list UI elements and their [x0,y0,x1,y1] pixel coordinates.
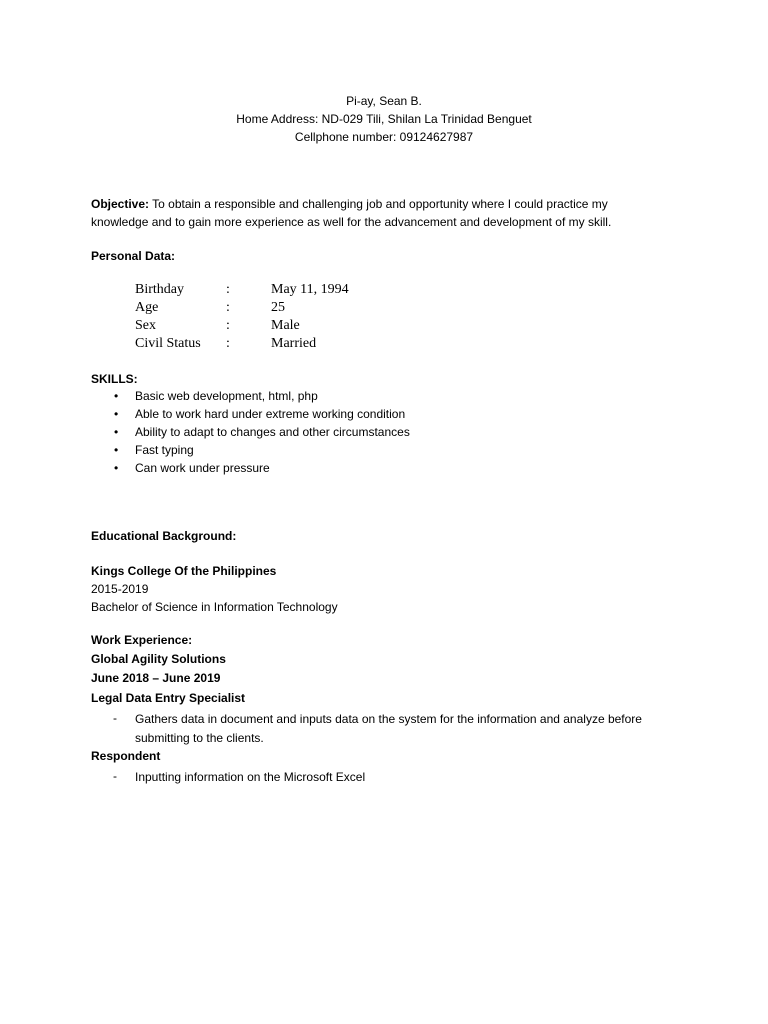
skill-item [91,459,691,477]
personal-data-row-birthday [135,281,435,299]
personal-data-value: May 11, 1994 [271,282,349,297]
duty-text-line1: Gathers data in document and inputs data on the system for the information and analyze before [135,712,642,726]
personal-data-value: Married [271,336,317,351]
personal-data-row-age [135,299,435,317]
bullet-icon: • [114,407,119,421]
education-heading: Educational Background: [91,529,237,543]
skill-item [91,423,691,441]
objective-text-line2: knowledge and to gain more experience as well for the advancement and development of my skill. [91,215,612,229]
duty-text-line1: Inputting information on the Microsoft Excel [135,770,366,784]
work-experience-heading: Work Experience: [91,633,193,647]
skill-item [91,387,691,405]
objective-section [91,195,691,231]
personal-data-separator: : [226,318,230,333]
skill-item [91,405,691,423]
personal-data-table [135,281,435,353]
role-duties-list [91,709,691,747]
personal-data-separator: : [226,300,230,315]
skill-item [91,441,691,459]
personal-data-value: Male [271,318,300,333]
role-title: Respondent [91,749,161,763]
bullet-icon: • [114,461,119,475]
role-title: Legal Data Entry Specialist [91,691,246,705]
objective-text-line1: To obtain a responsible and challenging job and opportunity where I could practice my [152,197,608,211]
role-duties-list [91,767,691,787]
personal-data-value: 25 [271,300,285,315]
skills-heading: SKILLS: [91,372,138,386]
work-experience-section [91,631,691,787]
skill-text: Can work under pressure [135,461,270,475]
bullet-icon: • [114,389,119,403]
bullet-icon: • [114,443,119,457]
personal-data-row-civil-status [135,335,435,353]
education-section [91,562,691,616]
skill-text: Fast typing [135,443,194,457]
personal-data-key: Birthday [135,282,184,297]
skill-text: Ability to adapt to changes and other circumstances [135,425,410,439]
resume-header [0,92,768,146]
personal-data-row-sex [135,317,435,335]
objective-label: Objective: [91,197,150,211]
personal-data-separator: : [226,282,230,297]
skills-section [91,370,691,477]
duty-text-line2: submitting to the clients. [135,731,264,745]
applicant-name: Pi-ay, Sean B. [346,94,422,108]
cellphone-number: Cellphone number: 09124627987 [294,130,474,144]
personal-data-key: Age [135,300,159,315]
skills-list [91,387,691,477]
personal-data-heading: Personal Data: [91,249,176,263]
degree-name: Bachelor of Science in Information Technology [91,600,338,614]
personal-data-key: Sex [135,318,156,333]
dash-icon: - [113,711,117,725]
personal-data-key: Civil Status [135,336,201,351]
skill-text: Able to work hard under extreme working condition [135,407,406,421]
role-duty-item [91,709,691,747]
company-name: Global Agility Solutions [91,652,226,666]
home-address: Home Address: ND-029 Tili, Shilan La Trinidad Benguet [236,112,532,126]
school-name: Kings College Of the Philippines [91,564,277,578]
skill-text: Basic web development, html, php [135,389,318,403]
role-duty-item [91,767,691,787]
personal-data-separator: : [226,336,230,351]
dash-icon: - [113,769,117,783]
school-years: 2015-2019 [91,582,149,596]
bullet-icon: • [114,425,119,439]
employment-period: June 2018 – June 2019 [91,671,221,685]
